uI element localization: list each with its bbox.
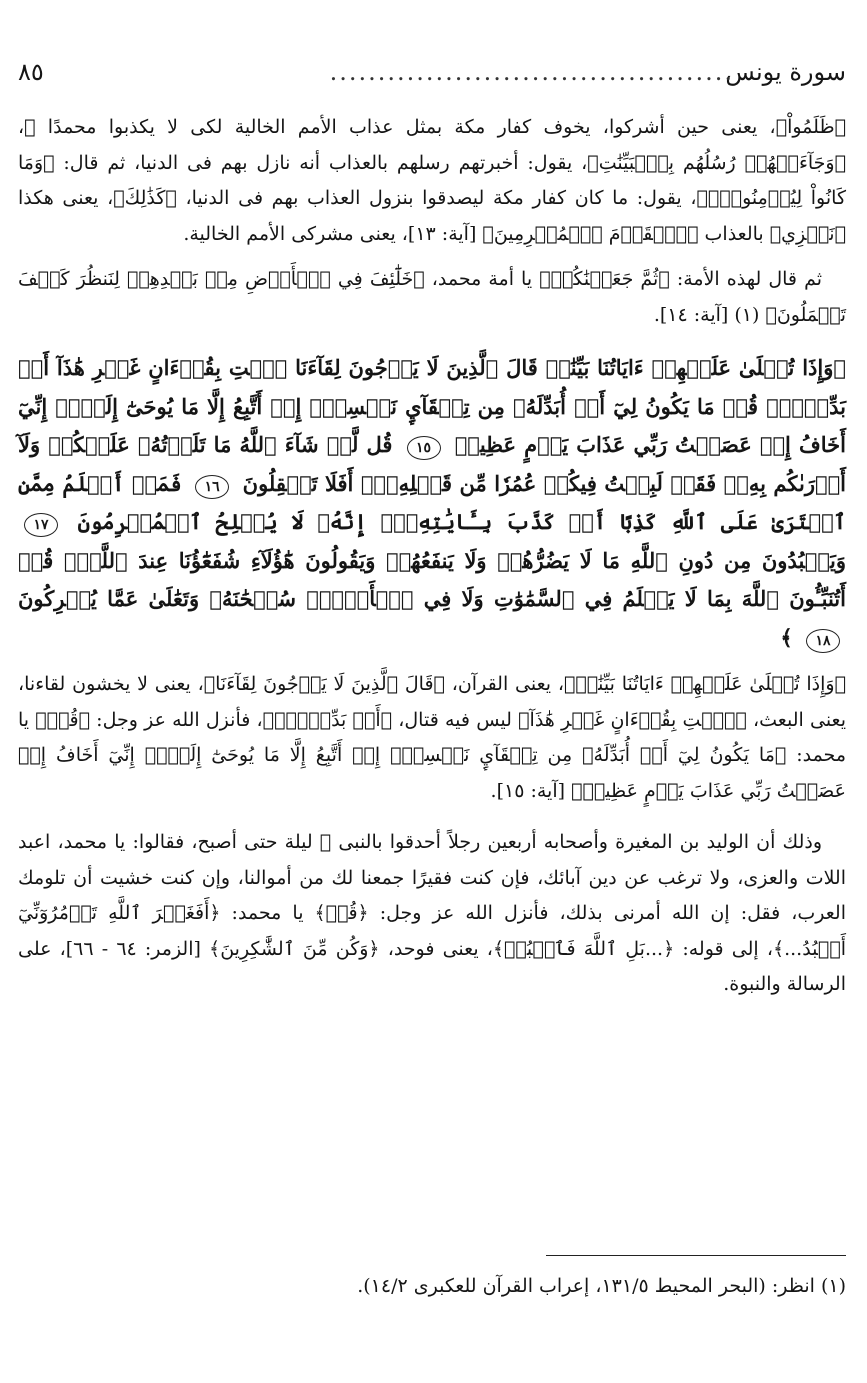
commentary-paragraph-4: وذلك أن الوليد بن المغيرة وأصحابه أربعين رجلاً أحدقوا بالنبى ﷺ ليلة حتى أصبح، فقالوا: يا محمد، اعبد اللات والعزى، ولا ترغب عن دين آبائك، فإن كنت فقيرًا جمعنا لك من أموالنا، وإن كنت خشيت أن تلومك العرب، فقل: إن الله أمرنى بذلك، فأنزل الله عز وجل: ﴿قُلۡ﴾ يا محمد: ﴿أَفَغَيۡرَ ٱللَّهِ تَأۡمُرُوٓنِّيٓ أَعۡبُدُ...﴾، إلى قوله: ﴿...بَلِ ٱللَّهَ فَٱعۡبُدۡ﴾، يعنى فوحد، ﴿وَكُن مِّنَ ٱلشَّٰكِرِينَ﴾ [الزمر: ٦٤ - ٦٦]، على الرسالة والنبوة. <box>18 831 846 995</box>
footnote-separator <box>546 1255 846 1256</box>
commentary-paragraph-3: ﴿وَإِذَا تُتۡلَىٰ عَلَيۡهِمۡ ءَايَاتُنَا بَيِّنَٰتٖ﴾، يعنى القرآن، ﴿قَالَ ٱلَّذِينَ لَا يَرۡجُونَ لِقَآءَنَا﴾، يعنى لا يخشون لقاءنا، يعنى البعث، ﴿ٱئۡتِ بِقُرۡءَانٍ غَيۡرِ هَٰذَآ﴾ ليس فيه قتال، ﴿أَوۡ بَدِّلۡهُۚ﴾، فأنزل الله عز وجل: ﴿قُلۡ﴾ يا محمد: ﴿مَا يَكُونُ لِيٓ أَنۡ أُبَدِّلَهُۥ مِن تِلۡقَآيِٕ نَفۡسِيٓۖ إِنۡ أَتَّبِعُ إِلَّا مَا يُوحَىٰٓ إِلَيَّۖ إِنِّيٓ أَخَافُ إِنۡ عَصَيۡتُ رَبِّي عَذَابَ يَوۡمٍ عَظِيمٖ﴾ [آية: ١٥]. <box>18 673 846 802</box>
commentary-paragraph-2: ثم قال لهذه الأمة: ﴿ثُمَّ جَعَلۡنَٰكُمۡ﴾ يا أمة محمد، ﴿خَلَٰٓئِفَ فِي ٱلۡأَرۡضِ مِنۢ بَعۡدِهِمۡ لِنَنظُرَ كَيۡفَ تَعۡمَلُونَ﴾ (١) [آية: ١٤]. <box>18 268 846 326</box>
verse-17-text: فَمَنۡ أَظۡلَمُ مِمَّنِ ٱفۡتَرَىٰ عَلَى ٱللَّهِ كَذِبًا أَوۡ كَذَّبَ بِـَٔايَٰتِهِۦٓۚ إِنَّهُۥ لَا يُفۡلِحُ ٱلۡمُجۡرِمُونَ <box>18 470 847 534</box>
book-page <box>18 30 846 1370</box>
ayah-number-17: ١٧ <box>24 513 58 537</box>
page-number: ٨٥ <box>18 58 44 86</box>
quran-verse-block <box>18 349 846 657</box>
ayah-number-16: ١٦ <box>195 475 229 499</box>
verse-close-bracket: ﴾ <box>780 624 793 650</box>
verse-15-text: ﴿وَإِذَا تُتۡلَىٰ عَلَيۡهِمۡ ءَايَاتُنَا بَيِّنَٰتٖ قَالَ ٱلَّذِينَ لَا يَرۡجُونَ لِقَآءَنَا ٱئۡتِ بِقُرۡءَانٍ غَيۡرِ هَٰذَآ أَوۡ بَدِّلۡهُۚ قُلۡ مَا يَكُونُ لِيٓ أَنۡ أُبَدِّلَهُۥ مِن تِلۡقَآيِٕ نَفۡسِيٓۖ إِنۡ أَتَّبِعُ إِلَّا مَا يُوحَىٰٓ إِلَيَّۖ إِنِّيٓ أَخَافُ إِنۡ عَصَيۡتُ رَبِّي عَذَابَ يَوۡمٍ عَظِيمٖ <box>18 355 846 457</box>
ayah-number-15: ١٥ <box>407 436 441 460</box>
verse-18-text: وَيَعۡبُدُونَ مِن دُونِ ٱللَّهِ مَا لَا يَضُرُّهُمۡ وَلَا يَنفَعُهُمۡ وَيَقُولُونَ هَٰٓؤُلَآءِ شُفَعَٰٓؤُنَا عِندَ ٱللَّهِۚ قُلۡ أَتُنَبِّـُٔونَ ٱللَّهَ بِمَا لَا يَعۡلَمُ فِي ٱلسَّمَٰوَٰتِ وَلَا فِي ٱلۡأَرۡضِۚ سُبۡحَٰنَهُۥ وَتَعَٰلَىٰ عَمَّا يُشۡرِكُونَ <box>18 547 846 611</box>
commentary-paragraph-1: ﴿ظَلَمُواْ﴾، يعنى حين أشركوا، يخوف كفار مكة بمثل عذاب الأمم الخالية لكى لا يكذبوا محمدًا ﷺ، ﴿وَجَآءَتۡهُمۡ رُسُلُهُم بِٱلۡبَيِّنَٰتِ﴾، يقول: أخبرتهم رسلهم بالعذاب أنه نازل بهم فى الدنيا، ثم قال: ﴿وَمَا كَانُواْ لِيُؤۡمِنُواْۚ﴾، يقول: ما كان كفار مكة ليصدقوا بنزول العذاب بهم فى الدنيا، ﴿كَذَٰلِكَ﴾، يعنى هكذا ﴿نَجۡزِي﴾ بالعذاب ﴿ٱلۡقَوۡمَ ٱلۡمُجۡرِمِينَ﴾ [آية: ١٣]، يعنى مشركى الأمم الخالية. <box>18 116 846 245</box>
header-dot-leader: .......................................... <box>329 58 734 86</box>
verse-16-text: قُل لَّوۡ شَآءَ ٱللَّهُ مَا تَلَوۡتُهُۥ عَلَيۡكُمۡ وَلَآ أَدۡرَىٰكُم بِهِۦۖ فَقَدۡ لَبِثۡتُ فِيكُمۡ عُمُرٗا مِّن قَبۡلِهِۦٓۚ أَفَلَا تَعۡقِلُونَ <box>18 432 847 496</box>
page-body <box>18 110 846 1003</box>
footnote-1: (١) انظر: (البحر المحيط ١٣١/٥، إعراب القرآن للعكبرى ١٤/٢). <box>357 1275 846 1297</box>
ayah-number-18: ١٨ <box>806 629 840 653</box>
running-head <box>18 58 846 98</box>
surah-title: سورة يونس <box>725 58 846 86</box>
